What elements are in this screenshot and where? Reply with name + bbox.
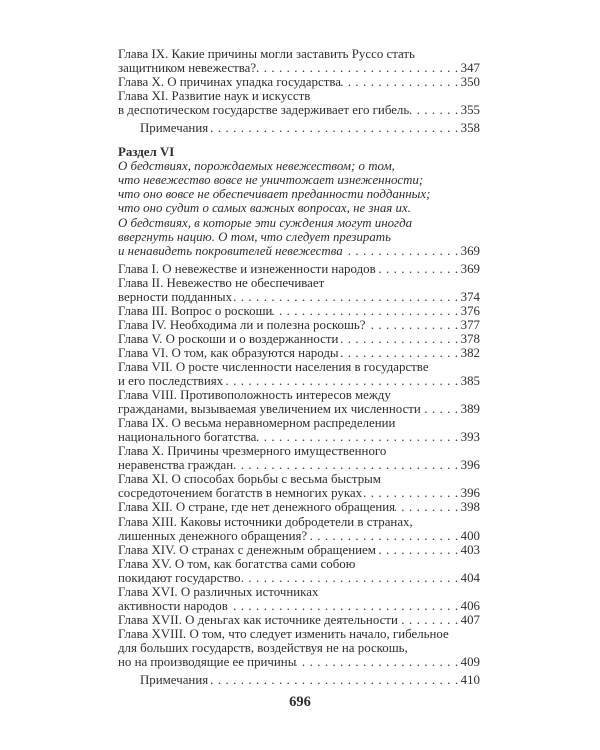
dot-leader bbox=[272, 304, 458, 318]
entry-title-text: Примечания bbox=[140, 121, 209, 136]
dot-leader bbox=[376, 262, 459, 276]
entry-page-number: 376 bbox=[460, 303, 480, 318]
entry-title-text: Глава XIV. О странах с денежным обращением bbox=[118, 542, 376, 557]
entry-title-text: Глава V. О роскоши и о воздержанности bbox=[118, 331, 339, 346]
toc-line bbox=[118, 159, 480, 173]
toc-line bbox=[118, 187, 480, 201]
dot-leader bbox=[341, 75, 459, 89]
entry-title-text: Глава III. Вопрос о роскоши bbox=[118, 303, 273, 318]
toc-line bbox=[118, 47, 480, 61]
entry-page-number: 410 bbox=[460, 673, 480, 688]
entry-title-text: покидают государство bbox=[118, 570, 241, 585]
entry-title-text: что оно вовсе не обеспечивает преданности подданных; bbox=[118, 187, 431, 202]
toc-entry bbox=[118, 585, 480, 613]
toc-entry bbox=[118, 416, 480, 444]
dot-leader bbox=[208, 121, 459, 135]
toc-line bbox=[118, 216, 480, 230]
entry-title-text: Глава XVII. О деньгах как источнике деятельности bbox=[118, 612, 398, 627]
entry-title-text: и его последствиях bbox=[118, 374, 224, 389]
toc-line bbox=[118, 173, 480, 187]
entry-title-text: активности народов bbox=[118, 598, 228, 613]
entry-page-number: 396 bbox=[460, 458, 480, 473]
toc-line bbox=[118, 444, 480, 458]
entry-page-number: 369 bbox=[460, 243, 480, 258]
entry-title-text: верности подданных bbox=[118, 289, 233, 304]
toc-entry bbox=[118, 89, 480, 117]
entry-title-text: Глава IV. Необходима ли и полезна роскошь? bbox=[118, 317, 366, 332]
entry-title-text: О бедствиях, в которые эти суждения могут иногда bbox=[118, 215, 413, 230]
dot-leader bbox=[421, 402, 459, 416]
entry-page-number: 385 bbox=[460, 374, 480, 389]
toc-line bbox=[118, 613, 480, 627]
dot-leader bbox=[256, 61, 459, 75]
toc-line bbox=[118, 318, 480, 332]
entry-page-number: 369 bbox=[460, 261, 480, 276]
dot-leader bbox=[338, 332, 458, 346]
dot-leader bbox=[362, 486, 459, 500]
toc-line bbox=[118, 360, 480, 374]
dot-leader bbox=[241, 571, 459, 585]
toc-line bbox=[118, 500, 480, 514]
toc-line bbox=[118, 599, 480, 613]
toc-line bbox=[118, 571, 480, 585]
toc-line bbox=[118, 230, 480, 244]
toc-entry bbox=[118, 472, 480, 500]
entry-page-number: 374 bbox=[460, 289, 480, 304]
dot-leader bbox=[208, 673, 459, 687]
toc-line bbox=[118, 61, 480, 75]
entry-title-text: Глава XV. О том, как богатства сами собою bbox=[118, 556, 356, 571]
toc-line bbox=[118, 346, 480, 360]
toc-line bbox=[118, 486, 480, 500]
dot-leader bbox=[366, 318, 459, 332]
entry-page-number: 406 bbox=[460, 598, 480, 613]
dot-leader bbox=[233, 458, 458, 472]
toc-line bbox=[118, 416, 480, 430]
toc-entry bbox=[118, 515, 480, 543]
entry-title-text: Глава VIII. Противоположность интересов между bbox=[118, 388, 391, 403]
entry-title-text: Глава XII. О стране, где нет денежного обращения bbox=[118, 500, 396, 515]
toc-entry bbox=[118, 613, 480, 627]
page-number: 696 bbox=[289, 694, 311, 710]
table-of-contents bbox=[118, 47, 480, 691]
entry-page-number: 382 bbox=[460, 345, 480, 360]
entry-title-text: в деспотическом государстве задерживает его гибель bbox=[118, 103, 410, 118]
toc-line bbox=[118, 374, 480, 388]
notes-entry bbox=[118, 673, 480, 687]
toc-entry bbox=[118, 360, 480, 388]
toc-line bbox=[118, 430, 480, 444]
entry-title-text: Глава IX. О весьма неравномерном распределении bbox=[118, 416, 396, 431]
section-heading bbox=[118, 145, 480, 159]
toc-line bbox=[118, 262, 480, 276]
toc-entry bbox=[118, 557, 480, 585]
toc-entry bbox=[118, 262, 480, 276]
entry-title-text: Глава IX. Какие причины могли заставить Руссо стать bbox=[118, 47, 415, 61]
toc-line bbox=[118, 276, 480, 290]
entry-title-text: Глава X. О причинах упадка государства bbox=[118, 75, 341, 90]
entry-title-text: Глава XVI. О различных источниках bbox=[118, 584, 319, 599]
toc-line bbox=[118, 515, 480, 529]
entry-title-text: гражданами, вызываемая увеличением их численности bbox=[118, 402, 421, 417]
notes-entry bbox=[118, 121, 480, 135]
entry-title-text: но на производящие ее причины bbox=[118, 654, 297, 669]
toc-line bbox=[118, 89, 480, 103]
entry-title-text: и ненавидеть покровителей невежества bbox=[118, 243, 343, 258]
entry-page-number: 347 bbox=[460, 61, 480, 76]
toc-entry bbox=[118, 444, 480, 472]
toc-entry bbox=[118, 318, 480, 332]
entry-title-text: Глава VI. О том, как образуются народы bbox=[118, 345, 339, 360]
entry-page-number: 407 bbox=[460, 612, 480, 627]
entry-title-text: ввергнуть нацию. О том, что следует презирать bbox=[118, 229, 391, 244]
toc-line bbox=[118, 529, 480, 543]
dot-leader bbox=[376, 543, 459, 557]
toc-entry bbox=[118, 543, 480, 557]
toc-line bbox=[118, 402, 480, 416]
entry-title-text: Примечания bbox=[140, 673, 209, 688]
dot-leader bbox=[409, 103, 458, 117]
toc-line bbox=[118, 655, 480, 669]
toc-line bbox=[118, 388, 480, 402]
toc-line bbox=[118, 543, 480, 557]
entry-title-text: Глава XIII. Каковы источники добродетели в странах, bbox=[118, 514, 413, 529]
toc-line bbox=[118, 585, 480, 599]
toc-line bbox=[118, 472, 480, 486]
toc-entry bbox=[118, 304, 480, 318]
toc-entry bbox=[118, 47, 480, 75]
entry-page-number: 358 bbox=[460, 121, 480, 136]
entry-page-number: 400 bbox=[460, 528, 480, 543]
entry-title-text: Глава XVIII. О том, что следует изменить начало, гибельное bbox=[118, 626, 449, 641]
toc-line bbox=[118, 201, 480, 215]
entry-page-number: 398 bbox=[460, 500, 480, 515]
toc-line bbox=[140, 673, 480, 687]
toc-entry bbox=[118, 276, 480, 304]
entry-title-text: что невежество вовсе не уничтожает изнеженности; bbox=[118, 173, 424, 188]
dot-leader bbox=[228, 599, 459, 613]
toc-line bbox=[118, 290, 480, 304]
dot-leader bbox=[232, 290, 459, 304]
toc-line bbox=[118, 304, 480, 318]
entry-title-text: Раздел VI bbox=[118, 145, 175, 160]
entry-title-text: для больших государств, воздействуя не на роскошь, bbox=[118, 640, 408, 655]
toc-entry bbox=[118, 388, 480, 416]
entry-page-number: 378 bbox=[460, 331, 480, 346]
entry-title-text: защитником невежества? bbox=[118, 61, 257, 76]
dot-leader bbox=[296, 655, 458, 669]
entry-title-text: что оно судит о самых важных вопросах, не зная их. bbox=[118, 201, 411, 216]
toc-line bbox=[118, 458, 480, 472]
dot-leader bbox=[339, 346, 459, 360]
toc-entry bbox=[118, 627, 480, 669]
dot-leader bbox=[307, 529, 459, 543]
dot-leader bbox=[343, 244, 459, 258]
toc-entry bbox=[118, 332, 480, 346]
entry-title-text: Глава XI. Развитие наук и искусств bbox=[118, 89, 311, 104]
toc-line bbox=[118, 557, 480, 571]
toc-line bbox=[118, 641, 480, 655]
entry-page-number: 403 bbox=[460, 542, 480, 557]
entry-page-number: 389 bbox=[460, 402, 480, 417]
entry-title-text: Глава VII. О росте численности населения в государстве bbox=[118, 359, 429, 374]
toc-entry bbox=[118, 346, 480, 360]
entry-page-number: 396 bbox=[460, 486, 480, 501]
entry-title-text: неравенства граждан bbox=[118, 458, 234, 473]
dot-leader bbox=[256, 430, 458, 444]
entry-page-number: 393 bbox=[460, 430, 480, 445]
toc-line bbox=[118, 75, 480, 89]
dot-leader bbox=[223, 374, 459, 388]
entry-page-number: 404 bbox=[460, 570, 480, 585]
toc-line bbox=[140, 121, 480, 135]
dot-leader bbox=[398, 613, 459, 627]
toc-line bbox=[118, 332, 480, 346]
dot-leader bbox=[395, 500, 459, 514]
entry-title-text: О бедствиях, порождаемых невежеством; о том, bbox=[118, 159, 395, 174]
entry-page-number: 409 bbox=[460, 654, 480, 669]
toc-entry bbox=[118, 500, 480, 514]
toc-line bbox=[118, 244, 480, 258]
entry-page-number: 350 bbox=[460, 75, 480, 90]
entry-title-text: Глава I. О невежестве и изнеженности народов bbox=[118, 261, 376, 276]
section-description-entry bbox=[118, 159, 480, 257]
entry-title-text: Глава X. Причины чрезмерного имущественного bbox=[118, 444, 387, 459]
toc-line bbox=[118, 145, 480, 159]
entry-title-text: лишенных денежного обращения? bbox=[118, 528, 308, 543]
entry-page-number: 377 bbox=[460, 317, 480, 332]
entry-title-text: Глава II. Невежество не обеспечивает bbox=[118, 275, 325, 290]
entry-title-text: национального богатства bbox=[118, 430, 257, 445]
entry-page-number: 355 bbox=[460, 103, 480, 118]
toc-line bbox=[118, 103, 480, 117]
entry-title-text: Глава XI. О способах борьбы с весьма быстрым bbox=[118, 472, 381, 487]
entry-title-text: сосредоточением богатств в немногих руках bbox=[118, 486, 363, 501]
toc-entry bbox=[118, 75, 480, 89]
toc-line bbox=[118, 627, 480, 641]
